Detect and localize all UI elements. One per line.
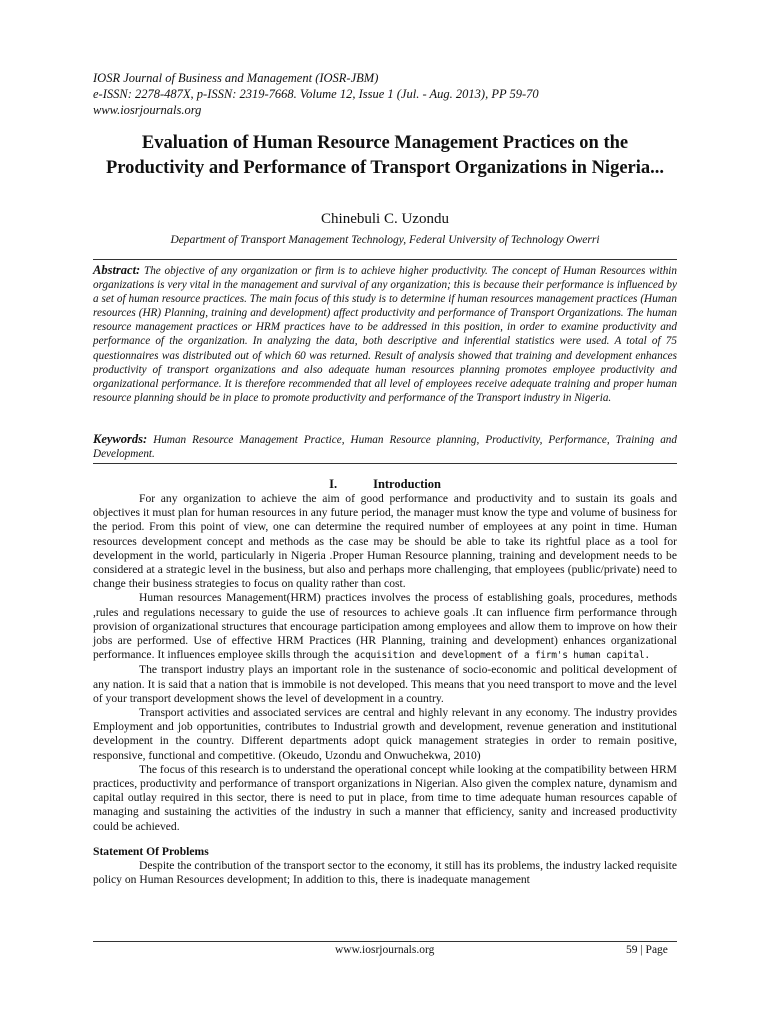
keywords [93,432,677,461]
section-heading [93,477,677,492]
paragraph: For any organization to achieve the aim of good performance and productivity and to sustain its goals and objectives it must plan for human resources in any future period, the manager must know the type and volume of business for the period. From this point of view, one can determine the required number of employees at any point in time. Human resources development concept and methods as the case may be should be able to take its rightful place as a tool for development in the world, particularly in Nigeria .Proper Human Resource planning, training and development needs to be considered at a strategic level in the business, but also and perhaps more challenging, that employees (public/private) need to change their business strategies to focus on quality rather than cost. [93,492,677,591]
journal-header [93,70,539,118]
section-title: Introduction [373,477,441,491]
page-number: 59 | Page [626,944,668,956]
author-name: Chinebuli C. Uzondu [321,211,449,227]
section-number: I. [329,477,338,491]
paragraph-tail: the acquisition and development of a firm's human capital. [332,650,650,662]
footer-rule [93,941,677,942]
paragraph: Transport activities and associated services are central and highly relevant in any economy. The industry provides Employment and job opportunities, contributes to Industrial growth and development, revenue generation and institutional development in the country. Different departments adopt quick management strategies in order to remain positive, responsive, functional and competitive. (Okeudo, Uzondu and Onwuchekwa, 2010) [93,706,677,762]
journal-name: IOSR Journal of Business and Management (IOSR-JBM) [93,71,379,85]
abstract-top-rule [93,259,677,260]
abstract-text: The objective of any organization or firm is to achieve higher productivity. The concept of Human Resources within organizations is very vital in the management and survival of any organization; this is because their performance is influenced by a set of human resource practices. The main focus of this study is to determine if human resources management practices (Human resources (HR) Planning, training and development) affect productivity and performance of Transport Organizations. The human resource management practices or HRM practices have to be addressed in this position, in order to examine productivity and performance of the organization. In analyzing the data, both descriptive and inferential statistics were used. A total of 75 questionnaires was distributed out of which 60 was returned. Result of analysis showed that training and development enhances productivity of transport organizations and also adequate human resources planning promotes employee productivity and organizational performance. It is therefore recommended that all level of employees receive adequate training and proper human resource planning should be in place to promote productivity and performance of the Transport industry in Nigeria. [93,265,678,404]
paragraph: Despite the contribution of the transport sector to the economy, it still has its problems, the industry lacked requisite policy on Human Resources development; In addition to this, there is inadequate management [93,859,677,887]
paragraph: The focus of this research is to understand the operational concept while looking at the compatibility between HRM practices, productivity and performance of transport organizations in Nigerian. Also given the complex nature, dynamism and capital outlay required in this sector, there is need to put in place, from time to time adequate human resources capable of managing and sustaining the activities of the industry in such a manner that efficiency, sanity and increased productivity could be achieved. [93,762,677,833]
abstract-label: Abstract: [93,263,141,277]
abstract-bottom-rule [93,463,677,464]
footer-site: www.iosrjournals.org [335,944,435,956]
author-affiliation: Department of Transport Management Technology, Federal University of Technology Owerri [170,234,600,246]
paragraph-text: Human resources Management(HRM) practices involves the process of establishing goals, procedures, methods ,rules and regulations necessary to guide the use of resources to achieve goals .It can influence firm performance through provision of organizational structures that encourage participation among employees and allow them to improve on how their jobs are performed. Use of effective HRM Practices (HR Planning, training and development) enhances organizational performance. It influences employee skills through [93,591,677,662]
paper-title: Evaluation of Human Resource Management Practices on the Productivity and Performance of Transport Organizations in Nigeria... [105,133,665,178]
paragraph [93,591,677,663]
keywords-text: Human Resource Management Practice, Human Resource planning, Productivity, Performance, Training and Development. [93,434,677,461]
journal-site: www.iosrjournals.org [93,103,202,117]
keywords-label: Keywords: [93,432,148,446]
body-text [93,492,677,887]
paragraph: The transport industry plays an important role in the sustenance of socio-economic and political development of any nation. It is said that a nation that is immobile is not developed. This means that you need transport to move and the level of your transport development shows the level of development in a country. [93,663,677,705]
abstract [93,263,677,405]
subsection-heading: Statement Of Problems [93,844,209,858]
journal-issn: e-ISSN: 2278-487X, p-ISSN: 2319-7668. Volume 12, Issue 1 (Jul. - Aug. 2013), PP 59-70 [93,87,539,101]
